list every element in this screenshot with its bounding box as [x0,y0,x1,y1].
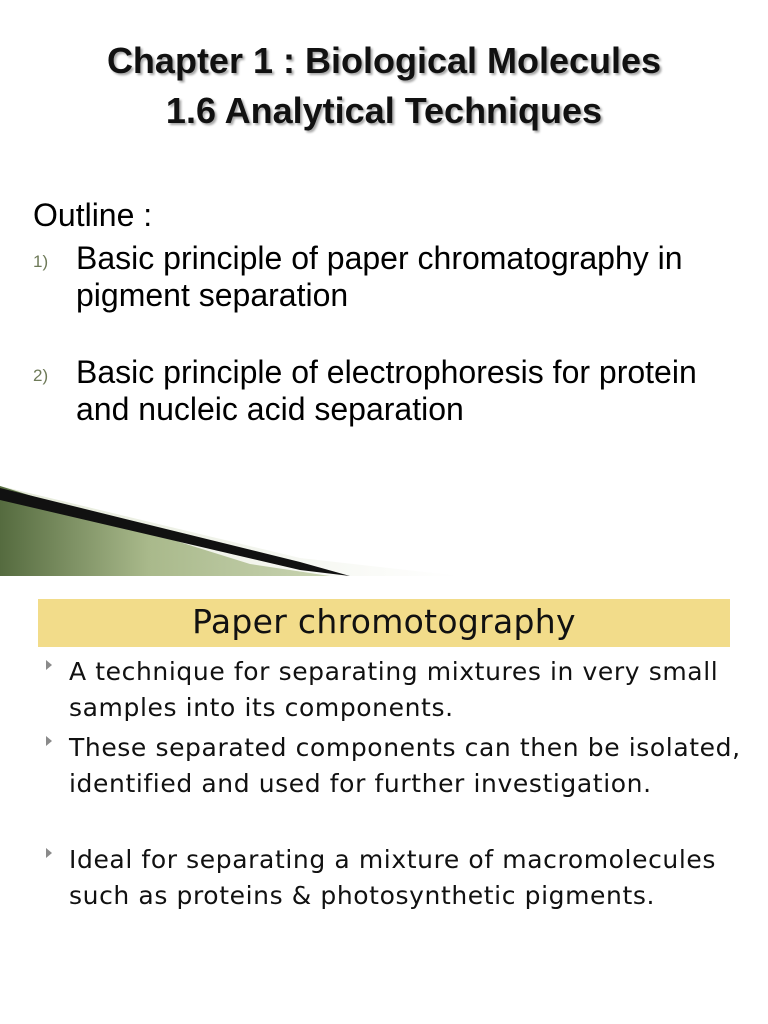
slide-title-line-1: Chapter 1 : Biological Molecules [106,40,662,81]
outline-number: 1) [33,252,49,271]
decorative-swoosh [0,480,768,576]
outline-heading: Outline : [33,197,153,233]
bullet-arrow-icon [46,660,52,670]
outline-text: Basic principle of paper chromatography in pigment separation [76,240,683,313]
bullet-arrow-icon [46,848,52,858]
slide-heading: Paper chromotography [192,602,576,641]
bullet-text: Ideal for separating a mixture of macromolecules such as proteins & photosynthetic pigments. [69,845,717,910]
bullet-text: These separated components can then be isolated, identified and used for further investigation. [69,733,741,798]
bullet-arrow-icon [46,736,52,746]
bullet-text: A technique for separating mixtures in very small samples into its components. [69,657,719,722]
outline-number: 2) [33,366,49,385]
outline-text: Basic principle of electrophoresis for protein and nucleic acid separation [76,354,697,427]
heading-banner [38,599,730,647]
slide-title-line-2: 1.6 Analytical Techniques [165,90,603,131]
